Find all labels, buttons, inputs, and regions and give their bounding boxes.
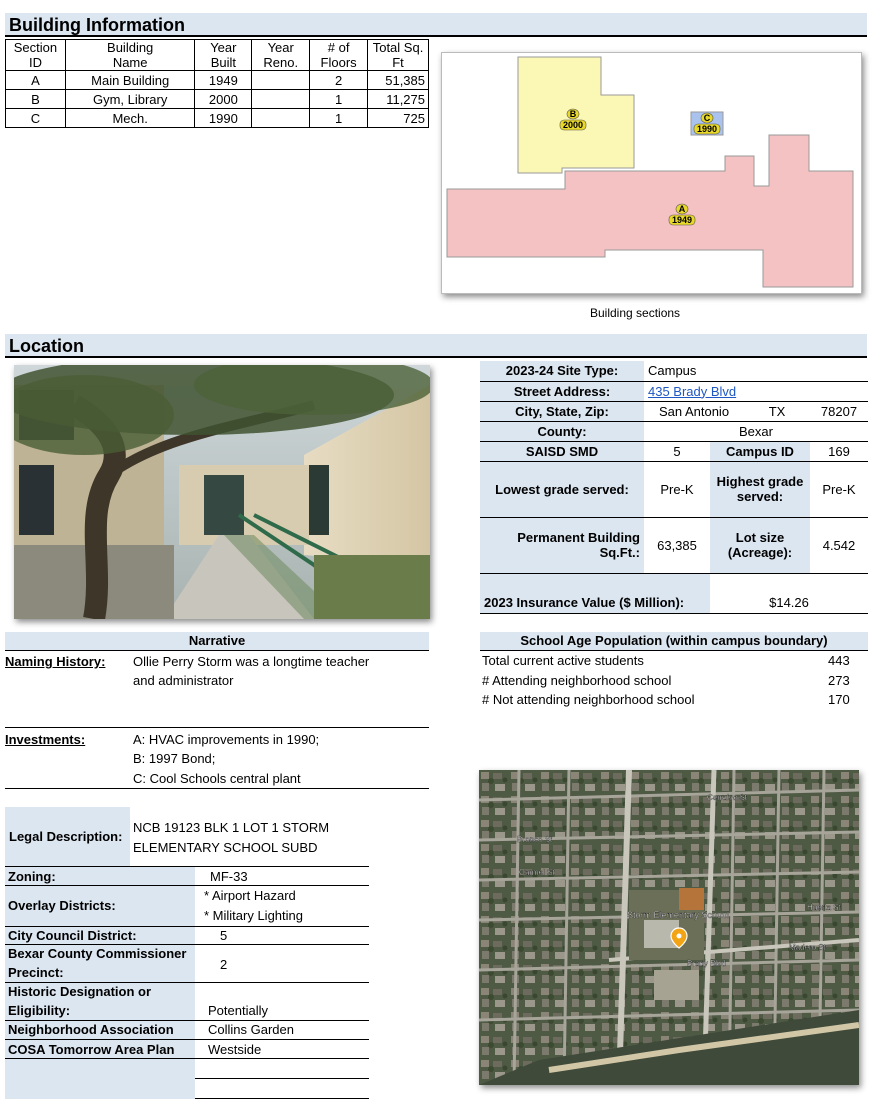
campus-id-label: Campus ID [710, 441, 810, 461]
svg-text:B: B [569, 109, 577, 119]
population-value: 170 [828, 692, 850, 707]
csz-label: City, State, Zip: [480, 401, 644, 421]
madero-label: Madero St [789, 943, 826, 952]
zoning-label: Zoning: [8, 869, 56, 884]
investments-line3: C: Cool Schools central plant [133, 771, 301, 786]
building-sections-map [441, 52, 862, 294]
smd-label: SAISD SMD [480, 441, 644, 461]
table-row [6, 109, 429, 128]
city-value: San Antonio [644, 401, 744, 421]
brady-label: Brady Blvd [687, 959, 726, 968]
cell-name: Mech. [65, 109, 194, 128]
highest-grade-value: Pre-K [810, 461, 868, 517]
site-type-label: 2023-24 Site Type: [480, 361, 644, 381]
cell-name: Gym, Library [65, 90, 194, 109]
state-value: TX [744, 401, 810, 421]
population-label: # Attending neighborhood school [482, 673, 672, 688]
naming-history-label: Naming History: [5, 654, 106, 669]
cell-reno [252, 109, 310, 128]
building-table [5, 39, 429, 128]
header-cell: # of Floors [310, 40, 368, 71]
school-label: Storm Elementary School [627, 910, 730, 920]
cell-reno [252, 71, 310, 90]
cell-name: Main Building [65, 71, 194, 90]
commissioner-label-2: Precinct: [8, 965, 64, 980]
cell-id: C [6, 109, 66, 128]
cell-built: 1990 [195, 109, 252, 128]
perm-sqft-label: Permanent Building Sq.Ft.: [480, 517, 644, 573]
neighborhood-label: Neighborhood Association [8, 1022, 174, 1037]
county-label: County: [480, 421, 644, 441]
school-photo [14, 365, 430, 619]
grades-row [480, 461, 868, 517]
svg-text:A: A [678, 204, 686, 214]
historic-label-2: Eligibility: [8, 1003, 71, 1018]
legal-description-line1: NCB 19123 BLK 1 LOT 1 STORM [133, 820, 330, 835]
svg-text:2000: 2000 [562, 120, 584, 130]
header-cell: Year Built [195, 40, 252, 71]
carmel-label: Carmel St [519, 868, 555, 877]
cell-reno [252, 90, 310, 109]
council-district-label: City Council District: [8, 928, 137, 943]
huerta-label: Huerta St [807, 903, 841, 912]
header-cell: Building Name [65, 40, 194, 71]
population-value: 443 [828, 653, 850, 668]
city-row [480, 401, 868, 421]
insurance-label: 2023 Insurance Value ($ Million): [480, 573, 710, 613]
county-row [480, 421, 868, 441]
cell-sqft: 725 [368, 109, 429, 128]
neighborhood-value: Collins Garden [208, 1022, 294, 1037]
cell-floors: 1 [310, 109, 368, 128]
historic-label-1: Historic Designation or [8, 984, 152, 999]
cell-floors: 1 [310, 90, 368, 109]
section-a-shape [447, 135, 853, 287]
svg-text:1990: 1990 [696, 124, 718, 134]
perm-sqft-value: 63,385 [644, 517, 710, 573]
table-row [6, 90, 429, 109]
header-cell: Section ID [6, 40, 66, 71]
site-type-row [480, 361, 868, 381]
smd-value: 5 [644, 441, 710, 461]
zip-value: 78207 [810, 401, 868, 421]
cell-sqft: 51,385 [368, 71, 429, 90]
bronco-label: Bronco St [517, 835, 553, 844]
population-label: # Not attending neighborhood school [482, 692, 695, 707]
map-caption: Building sections [590, 306, 681, 320]
highest-grade-label: Highest grade served: [710, 461, 810, 517]
cell-sqft: 11,275 [368, 90, 429, 109]
legal-description-line2: ELEMENTARY SCHOOL SUBD [133, 840, 318, 855]
building-info-header: Building Information [5, 13, 867, 37]
commissioner-label-1: Bexar County Commissioner [8, 946, 187, 961]
smd-row [480, 441, 868, 461]
legal-description-label: Legal Description: [9, 829, 123, 844]
aerial-map [479, 770, 859, 1085]
site-info-table [480, 361, 868, 614]
investments-line1: A: HVAC improvements in 1990; [133, 732, 320, 747]
cell-id: A [6, 71, 66, 90]
table-header-row [6, 40, 429, 71]
address-label: Street Address: [480, 381, 644, 401]
council-district-value: 5 [220, 928, 228, 943]
population-header: School Age Population (within campus boundary) [480, 632, 868, 650]
cell-built: 1949 [195, 71, 252, 90]
investments-line2: B: 1997 Bond; [133, 751, 216, 766]
historic-value: Potentially [208, 1003, 268, 1018]
zoning-value: MF-33 [210, 869, 248, 884]
svg-text:1949: 1949 [671, 215, 693, 225]
lot-size-value: 4.542 [810, 517, 868, 573]
header-cell: Year Reno. [252, 40, 310, 71]
insurance-row [480, 573, 868, 613]
area-plan-value: Westside [208, 1042, 262, 1057]
cell-id: B [6, 90, 66, 109]
overlay-districts-label: Overlay Districts: [8, 898, 116, 913]
header-cell: Total Sq. Ft [368, 40, 429, 71]
naming-history-line1: Ollie Perry Storm was a longtime teacher [133, 654, 370, 669]
cerralvo-label: Cerralvo St [707, 793, 748, 802]
location-header: Location [5, 334, 867, 358]
county-value: Bexar [644, 421, 868, 441]
area-plan-label: COSA Tomorrow Area Plan [8, 1042, 175, 1057]
lot-size-label: Lot size (Acreage): [710, 517, 810, 573]
cell-floors: 2 [310, 71, 368, 90]
lowest-grade-value: Pre-K [644, 461, 710, 517]
overlay-line1: * Airport Hazard [204, 888, 296, 903]
narrative-header: Narrative [5, 632, 429, 650]
site-type-value: Campus [644, 361, 868, 381]
svg-text:C: C [703, 113, 711, 123]
naming-history-line2: and administrator [133, 673, 234, 688]
sqft-row [480, 517, 868, 573]
table-row [6, 71, 429, 90]
population-label: Total current active students [482, 653, 644, 668]
street-address-link[interactable]: 435 Brady Blvd [648, 383, 737, 399]
overlay-line2: * Military Lighting [204, 908, 303, 923]
campus-id-value: 169 [810, 441, 868, 461]
cell-built: 2000 [195, 90, 252, 109]
insurance-value: $14.26 [710, 573, 868, 613]
investments-label: Investments: [5, 732, 86, 747]
commissioner-value: 2 [220, 957, 228, 972]
population-value: 273 [828, 673, 850, 688]
address-row [480, 381, 868, 401]
lowest-grade-label: Lowest grade served: [480, 461, 644, 517]
